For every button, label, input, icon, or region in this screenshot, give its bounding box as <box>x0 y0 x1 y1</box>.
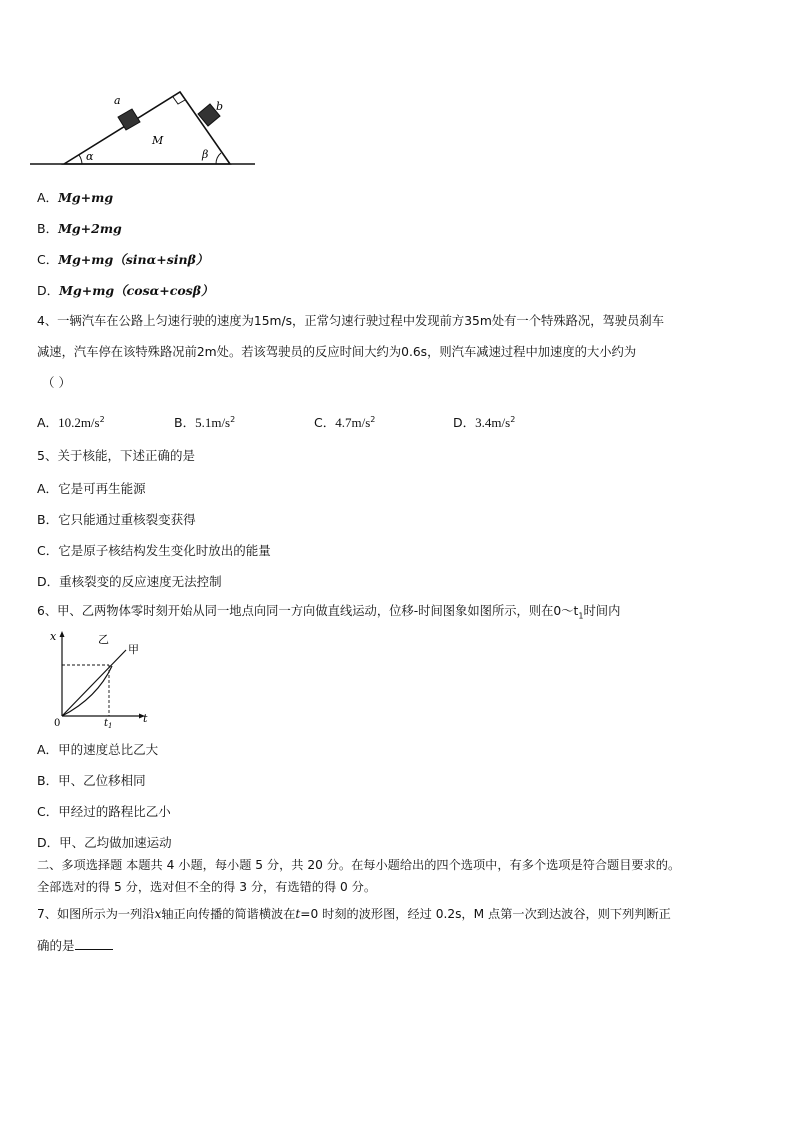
option-letter: D． <box>37 283 60 298</box>
option-text: Mg+mg <box>58 190 114 205</box>
option-letter: C． <box>37 804 59 819</box>
section2-heading-line2: 全部选对的得 5 分，选对但不全的得 3 分，有选错的得 0 分。 <box>37 880 377 894</box>
q3-option-c[interactable] <box>37 250 208 268</box>
label-jia: 甲 <box>128 643 139 656</box>
q7-stem-line2 <box>37 937 113 954</box>
q4-stem-line3: （ ） <box>42 375 71 390</box>
option-letter: B． <box>37 512 59 527</box>
label-yi: 乙 <box>98 633 109 646</box>
xt-graph <box>42 628 157 730</box>
option-text: 5.1m/s <box>195 415 231 430</box>
q6-option-c[interactable] <box>37 802 171 820</box>
q4-option-b[interactable] <box>174 413 235 431</box>
axis-x-label: t <box>143 712 148 725</box>
q3-option-d[interactable] <box>37 281 214 299</box>
option-text: 10.2m/s <box>58 415 100 430</box>
option-text: 甲、乙均做加速运动 <box>59 835 172 850</box>
option-text: 甲的速度总比乙大 <box>58 742 159 757</box>
q7-var-t: t <box>295 907 301 921</box>
option-letter: A． <box>37 742 59 757</box>
q4-option-c[interactable] <box>314 413 375 431</box>
option-letter: A． <box>37 190 59 205</box>
q3-option-a[interactable] <box>37 188 113 206</box>
option-letter: A． <box>37 481 59 496</box>
q5-option-d[interactable] <box>37 572 222 590</box>
beta-arc <box>216 153 221 164</box>
axis-y-label: x <box>50 630 57 643</box>
q3-option-b[interactable] <box>37 219 122 237</box>
q5-option-b[interactable] <box>37 510 196 528</box>
option-text: 4.7m/s <box>335 415 371 430</box>
q6-option-a[interactable] <box>37 740 158 758</box>
option-text: 重核裂变的反应速度无法控制 <box>59 574 222 589</box>
option-letter: B． <box>37 221 59 236</box>
option-sup: 2 <box>510 414 516 424</box>
option-letter: D． <box>37 835 60 850</box>
q6-stem-main: 6、甲、乙两物体零时刻开始从同一地点向同一方向做直线运动，位移-时间图象如图所示，则在0～t <box>37 604 579 618</box>
option-text: 3.4m/s <box>475 415 511 430</box>
y-axis <box>60 631 65 716</box>
q5-option-a[interactable] <box>37 479 146 497</box>
q7-text-b: 轴正向传播的简谐横波在 <box>161 907 296 921</box>
answer-blank[interactable] <box>75 937 113 950</box>
option-text: 甲经过的路程比乙小 <box>58 804 171 819</box>
option-letter: B． <box>174 415 196 430</box>
option-letter: C． <box>314 415 336 430</box>
q4-stem-line2: 减速，汽车停在该特殊路况前2m处。若该驾驶员的反应时间大约为0.6s，则汽车减速过程中加速度的大小约为 <box>37 345 637 359</box>
q7-var-x: x <box>154 907 162 921</box>
q6-stem-tail: 时间内 <box>583 604 621 618</box>
option-letter: D． <box>37 574 60 589</box>
alpha-arc <box>79 155 82 164</box>
option-text: 甲、乙位移相同 <box>58 773 146 788</box>
option-letter: C． <box>37 252 59 267</box>
block-a <box>118 109 140 130</box>
option-text: 它只能通过重核裂变获得 <box>58 512 196 527</box>
option-letter: C． <box>37 543 59 558</box>
label-alpha: α <box>86 150 94 163</box>
q6-stem <box>37 603 620 624</box>
option-sup: 2 <box>99 414 105 424</box>
option-text: Mg+2mg <box>58 221 122 236</box>
q5-option-c[interactable] <box>37 541 271 559</box>
option-letter: D． <box>453 415 476 430</box>
option-sup: 2 <box>370 414 376 424</box>
tick-t1-label: $t_1$ <box>104 718 113 730</box>
q6-stem-sub: 1 <box>578 611 584 621</box>
q7-stem-line1 <box>37 906 671 922</box>
q7-text-a: 7、如图所示为一列沿 <box>37 907 155 921</box>
option-letter: A． <box>37 415 59 430</box>
option-text: Mg+mg（sinα+sinβ） <box>58 252 209 267</box>
option-text: 它是原子核结构发生变化时放出的能量 <box>58 543 271 558</box>
option-letter: B． <box>37 773 59 788</box>
label-M: M <box>152 134 164 147</box>
q6-option-b[interactable] <box>37 771 146 789</box>
q7-text-line2: 确的是 <box>37 938 75 953</box>
jia-line <box>62 650 126 716</box>
label-b: b <box>216 100 224 113</box>
q4-option-d[interactable] <box>453 413 515 431</box>
label-beta: β <box>202 148 209 161</box>
incline-figure <box>30 82 260 172</box>
option-text: Mg+mg（cosα+cosβ） <box>59 283 214 298</box>
q4-option-a[interactable] <box>37 413 105 431</box>
q6-option-d[interactable] <box>37 833 172 851</box>
q7-text-c: =0 时刻的波形图，经过 0.2s，M 点第一次到达波谷，则下列判断正 <box>300 907 671 921</box>
option-sup: 2 <box>230 414 236 424</box>
q5-stem: 5、关于核能，下述正确的是 <box>37 448 195 463</box>
origin-label: 0 <box>54 718 61 729</box>
q4-stem-line1: 4、一辆汽车在公路上匀速行驶的速度为15m/s，正常匀速行驶过程中发现前方35m处有一个特殊路况，驾驶员刹车 <box>37 314 664 328</box>
label-a: a <box>114 94 121 107</box>
section2-heading-line1: 二、多项选择题 本题共 4 小题，每小题 5 分，共 20 分。在每小题给出的四个选项中，有多个选项是符合题目要求的。 <box>37 858 681 872</box>
option-text: 它是可再生能源 <box>58 481 146 496</box>
